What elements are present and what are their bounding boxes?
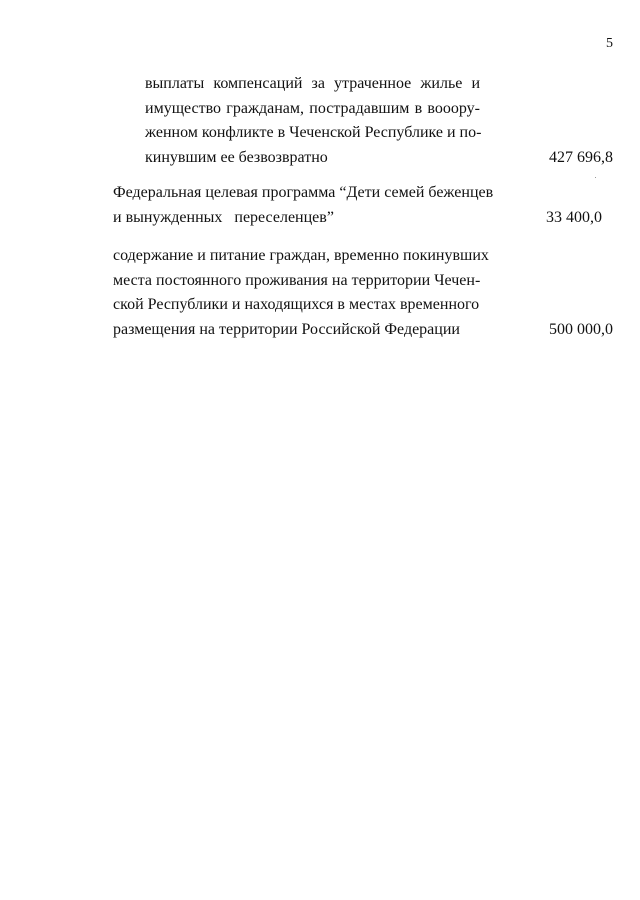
entry-text bbox=[145, 72, 480, 170]
entry-line: кинувшим ее безвозвратно bbox=[145, 148, 328, 166]
budget-entry-federal-program bbox=[113, 181, 494, 230]
entry-text bbox=[113, 181, 494, 230]
entry-line: имущество гражданам, пострадавшим в вооору- bbox=[145, 99, 480, 117]
budget-entry-compensation bbox=[145, 72, 480, 170]
page-number: 5 bbox=[606, 36, 613, 51]
budget-entry-maintenance bbox=[113, 244, 489, 342]
entry-line: места постоянного проживания на территории Чечен- bbox=[113, 271, 481, 289]
entry-line: и вынужденных переселенцев” bbox=[113, 208, 334, 226]
entry-line: Федеральная целевая программа “Дети семей беженцев bbox=[113, 184, 494, 201]
entry-line: выплаты компенсаций за утраченное жилье и bbox=[145, 75, 480, 92]
scan-speck bbox=[595, 177, 596, 178]
entry-amount: 427 696,8 bbox=[549, 148, 613, 166]
entry-amount: 33 400,0 bbox=[546, 208, 602, 226]
entry-text bbox=[113, 244, 489, 342]
entry-line: ской Республики и находящихся в местах временного bbox=[113, 296, 480, 313]
entry-amount: 500 000,0 bbox=[549, 320, 613, 338]
entry-line: размещения на территории Российской Федерации bbox=[113, 320, 460, 338]
entry-line: содержание и питание граждан, временно покинувших bbox=[113, 247, 489, 264]
entry-line: женном конфликте в Чеченской Республике и по- bbox=[145, 124, 482, 141]
